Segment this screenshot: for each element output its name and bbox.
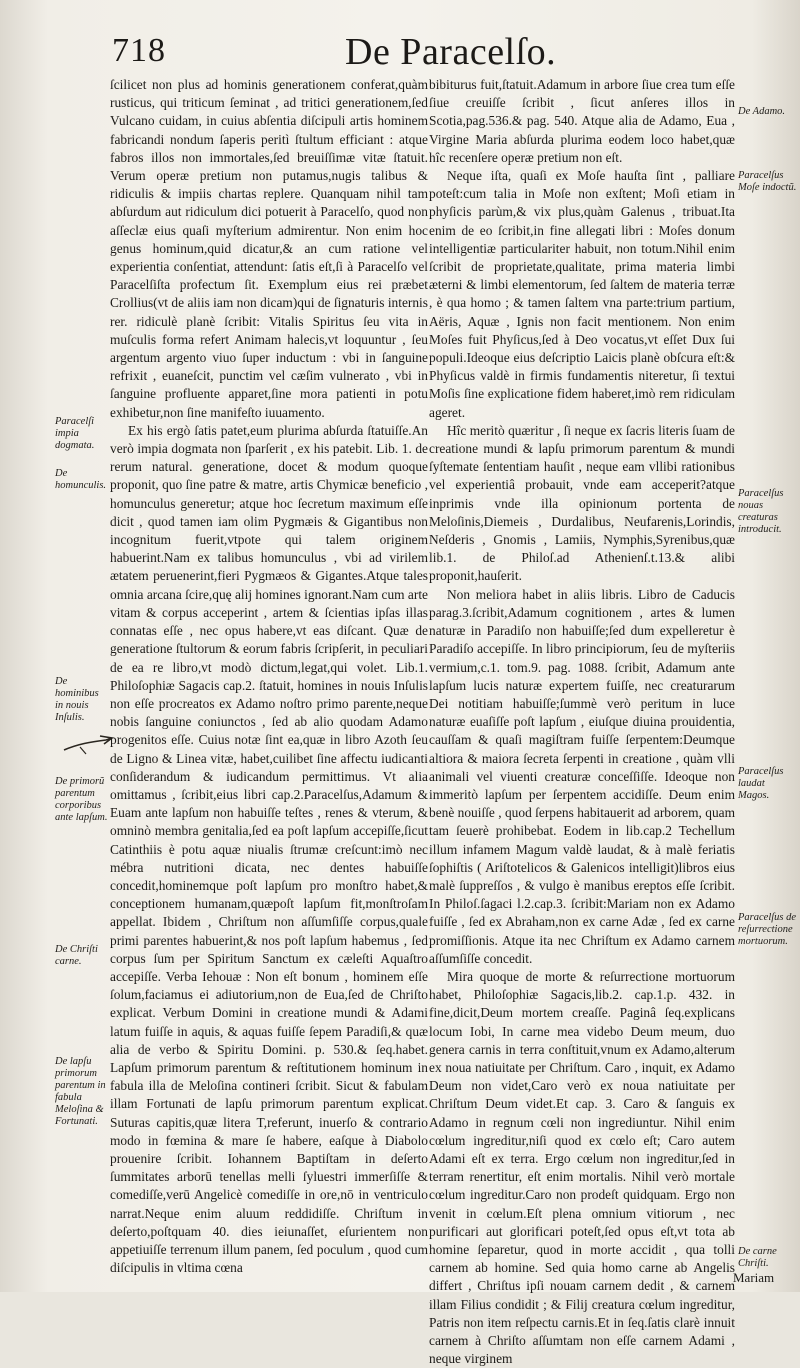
- margin-note-homunculi: De homunculis.: [55, 468, 107, 491]
- catchword: Mariam: [733, 1270, 775, 1285]
- paragraph: Ex his ergò ſatis patet,eum plurima abſurda ſtatuiſſe.An verò impia dogmata non ſparſerit , ex his patebit. Lib. 1. de rerum natural. generatione, docet & modum quoque proponit, quo ſine patre & matre, artis Chymicæ beneficio , homunculus generetur; atque hoc ſecretum maximum eſſe dicit , quod tamen iam olim Pygmæis & Gigantibus non incognitum fuerit,vtpote qui talem originem habuerint.Nam ex talibus homunculus , vbi ad virilem ætatem peruenerint,fieri Pygmæos & Gigantes.Atque tales omnia arcana ſcire,quę alij homines ignorant.Nam cum arte vitam & corpus acceperint , artem & ſcientias ipſas illas connatas eſſe , nec opus habere,vt eas diſcant. Quæ de generatione ſtultorum & eorum fabris ſcripſerit, in peculiari de ea re libro,vt modò dictum,legat,qui volet. Lib.1. Philoſophiæ Sagacis cap.2. ſtatuit, homines in nouis Inſulis non eſſe procreatos ex Adamo noſtro primo parente,neque nobis ſanguine coniunctos , ſed ab alio quodam Adamo progenitos eſſe. Cuius notæ ſint ea,quæ in libro Azoth ſeu de Ligno & Linea vitæ, habet,cuilibet ſine affectu iudicanti conſiderandum & iudicandum permittimus. Vt alia omittamus , ſcribit,eius libri cap.2.Paracelſus,Adamum & Euam ante lapſum non habuiſſe teſtes , renes & vterum, & omninò membra genitalia,ſed ea poſt lapſum accepiſſe,ſicut Catinthiis è potu aquæ niualis ſtrumæ creſcunt:imò nec mébra nutritioni dicata, nec dentes habuiſſe concedit,hominemque poſt lapſum pro monſtro habet,& conceptionem humanam,quæpoſt lapſum fit,monſtroſam appellat. Ibidem , Chriſtum non aſſumſiſſe corpus,quale primi parentes habuerint,& nos poſt lapſum habemus , ſed corpus ſum per Spiritum Sanctum ex cæleſti Aquaſtro accepiſſe. Verba Iehouæ : Non eſt bonum , hominem eſſe ſolum,faciamus ei adiutorium,non de Eua,ſed de Chriſto explicat. Verbum Domini in creatione mundi & Adami latum fuiſſe in aquis, & aquas fuiſſe ſepem Paradiſi,& quæ alia de verbo & Spiritu Domini. p. 530.& ſeq.habet. Lapſum primorum parentum & reſtitutionem hominum in fabula illa de Meloſina contineri ſcribit. Sicut & fabulam illam Fortunati de lapſu primorum parentum explicat. Suturas capitis,quæ litera T,referunt, inuerſo & contrario modo in fœmina & mare ſe habere, eaſque à Diabolo prouenire ſcribit. Iohannem Baptiſtam in deſerto ſummitates arborū tenellas melli ſyluestri immerſiſſe & comediſſe,verū Angelicè comediſſe in ore,nō in ventriculo narrat.Neque enim aluum reddidiſſe. Chriſtum in deſerto,poſtquam 40. dies ieiunaſſet, eſurientem non appetiuiſſe terrenum illum panem, ſed poculum , quod cum diſcipulis in vltima cœna: [110, 422, 428, 1276]
- left-text-column: [110, 76, 428, 1288]
- margin-note-laudat-magos: Paracelſus laudat Magos.: [738, 766, 784, 801]
- margin-note-de-adamo: De Adamo.: [738, 106, 786, 117]
- paragraph: Hîc meritò quæritur , ſi neque ex ſacris literis ſuam de creatione mundi & lapſu primorum parentum & mundi ſyſtemate ſententiam hauſit , neque eam vllibi rationibus vel experientiâ probauit, vnde eam acceperit?atque inprimis vnde illa opinionum portenta de Meloſinis,Diemeis , Durdalibus, Neufarenis,Lorindis, Neſderis , Gnomis , Lamiis, Nymphis,Syrenibus,quæ lib.1. de Philoſ.ad Athenienſ.t.13.& alibi proponit,hauſerit.: [429, 422, 735, 584]
- margin-note-novas-creaturas: Paracelſus nouas creaturas introducit.: [738, 488, 784, 535]
- margin-note-melosina: De lapſu primorum parentum in fabula Meloſina & Fortunati.: [55, 1056, 106, 1127]
- margin-note-resurrectione: Paracelſus de reſurrectione mortuorum.: [738, 912, 797, 947]
- paragraph: ſcilicet non plus ad hominis generationem conferat,quàm rusticus, qui triticum ſeminat , ad tritici generationem,ſed Vulcano cuidam, in cuius abſentia diſcipuli artis hominem fabricandi nondum ſaperis peritì ſtultum efficiant : atque fabros illos non immortales,ſed breuiſſimæ vitæ ſtatuit. Verum operæ pretium non putamus,nugis talibus & ridiculis & impiis chartas replere. Quanquam nihil tam abſurdum aut ridiculum dici potuerit à Paracelſo, quod non aſſeclæ eius quaſi myſterium admirentur. Non enim hoc genus hominum,quid dicatur,& an cum ratione vel experientia conſentiat, attendunt: ſatis eſt,ſi à Paracelſo vel Paracelſiſta profectum ſit. Exemplum eius rei præbet Crollius(vt de aliis iam non dicam)qui de ſignaturis internis rer. ridiculè planè ſcribit: Vitalis Spiritus ſeu vita in muſculis forma refert Animam halecis,vt loquuntur , ſeu argentum argento viuo ſuper inductum : vbi in ſanguine refrixit , euaneſcit, punctim vel cæſim vulnerato , vbi in ſanguine profluente apparet,ſine mora patienti in potu exhibetur,non ſine manifeſto iuuamento.: [110, 77, 428, 420]
- paragraph: Neque iſta, quaſi ex Moſe hauſta ſint , palliare poteſt:cum talia in Moſe non exſtent; Moſi etiam in phyſicis parùm,& vix plus,quàm Galenus , tribuat.Ita enim de eo ſcribit,in fine allegati libri : Moſes donum intelligentiæ particulariter habuit, non totum.Nihil enim ſcribit de proprietate,qualitate, prima materia limbi æterni & limbi elementorum, ſed ſaltem de materia terræ , è qua homo ; & tamen ſaltem vna parte:trium partium, Aëris, Aquæ , Ignis non facit mentionem. Non enim Moſes fuit Phyſicus,ſed à Deo vocatus,vt eſſet Dux ſui populi.Ideoque eius deſcriptio Laicis planè obſcura eſt:& Phyſicus valdè in firmis fundamentis niteretur, ſi textui Moſis ſine explicatione fidem haberet,imò rem ridiculam ageret.: [429, 168, 735, 420]
- margin-note-primi-parentes: De primorũ parentum corporibus ante lapſum.: [55, 776, 108, 823]
- margin-note-carne-christi: De carne Chriſti.: [738, 1246, 777, 1269]
- paragraph: bibiturus fuit,ſtatuit.Adamum in arbore ſiue crea tum eſſe ſiue creuiſſe ſcribit , ſicut anſeres illos in Scotia,pag.536.& pag. 540. Atque alia de Adamo, Eua , Virgine Maria abſurda plurima eodem loco habet,quæ hîc recenſere operæ pretium non eſt.: [429, 77, 735, 165]
- paragraph: Mira quoque de morte & reſurrectione mortuorum habet, Philoſophiæ Sagacis,lib.2. cap.1.p. 432. in fine,dicit,Deum mortem creaſſe. Paginâ ſeq.explicans locum Iobi, In carne mea videbo Deum meum, duo genera carnis in terra conſtituit,vnum ex Adamo,alterum ex noua natiuitate per Chriſtum. Caro , inquit, ex Adamo Deum non videt,Caro verò ex noua natiuitate per Chriſtum Deum videt.Et cap. 3. Caro & ſanguis ex Adamo in regnum cœli non ingrediuntur. Nihil enim cœlum ingreditur,niſi quod ex cœlo eſt; Caro autem Adami eſt ex terra. Ergo cœlum non ingreditur,ſed in terram renertitur, eſt enim mortalis. Nihil verò mortale cœlum ingreditur.Caro non prodeſt quidquam. Ergo non venit in cœlum.Eſt plena omnium vitiorum , nec purificari aut glorificari poteſt,ſed opus eſt,vt tota ab homine ſeparetur, quod in morte accidit , qua tolli carnem ab homine. Sed quia homo carne ab Angelis differt , Chriſtus ipſi nouam carnem dedit , & carnem illam Filius condidit ; & Filij creatura cœlum ingreditur, Patris non item reſpectu carnis.Et in ſeq.ſatis clarè innuit carnem à Chriſto aſſumtam non eſſe carnem Adami , neque virginem: [429, 968, 735, 1367]
- margin-note-christi-carne: De Chriſti carne.: [55, 944, 98, 967]
- running-title: De Paracelſo.: [345, 31, 557, 73]
- paragraph: Non meliora habet in aliis libris. Libro de Caducis parag.3.ſcribit,Adamum cognitionem , artes & lumen naturæ in Paradiſo non habuiſſe;ſed dum expelleretur è Paradiſo accepiſſe. In libro principiorum, ſeu de myſteriis vermium,c.1. tom.9. pag. 1088. ſcribit, Adamum ante lapſum lucis naturæ expertem fuiſſe, nec creaturarum Dei notitiam habuiſſe;ſummè verò peritum in luce naturæ euaſiſſe poſt lapſum , eiuſque diuina prouidentia, cauſſam & quaſi magiſtram fuiſſe ſerpentem:Deumque altiora & maiora ſecreta ſerpenti in creatione , quàm vlli animali vel viuenti creaturæ conceſſiſſe. Ideoque non immeritò lapſum per ſerpentem accidiſſe. Deum enim benè nouiſſe , quod ſerpens habitauerit ad arborem, quam tam ſeuerè prohibebat. Eodem in lib.cap.2 Techellum illum infamem Magum valdè laudat, & à malè feriatis ſophiſtis ( Ariſtotelicos & Galenicos intelligit)libros eius malè ſuppreſſos , & vulgo è manibus ereptos eſſe ſcribit. In Philoſ.ſagaci l.2.cap.3. ſcribit:Mariam non ex Adamo fuiſſe , ſed ex Abraham,non ex carne Adæ , ſed ex carne promiſſionis. Atque ita nec Chriſtum ex Adamo carnem aſſumſiſſe concedit.: [429, 586, 735, 966]
- margin-note-impia-dogmata: Paracelſi impia dogmata.: [55, 416, 95, 451]
- right-text-column: [429, 76, 735, 1367]
- margin-note-mose-indoctum: Paracelſus Moſe indoctũ.: [738, 170, 797, 193]
- margin-note-novae-insulae: De hominibus in nouis Inſulis.: [55, 676, 99, 723]
- page-number: 718: [112, 32, 166, 69]
